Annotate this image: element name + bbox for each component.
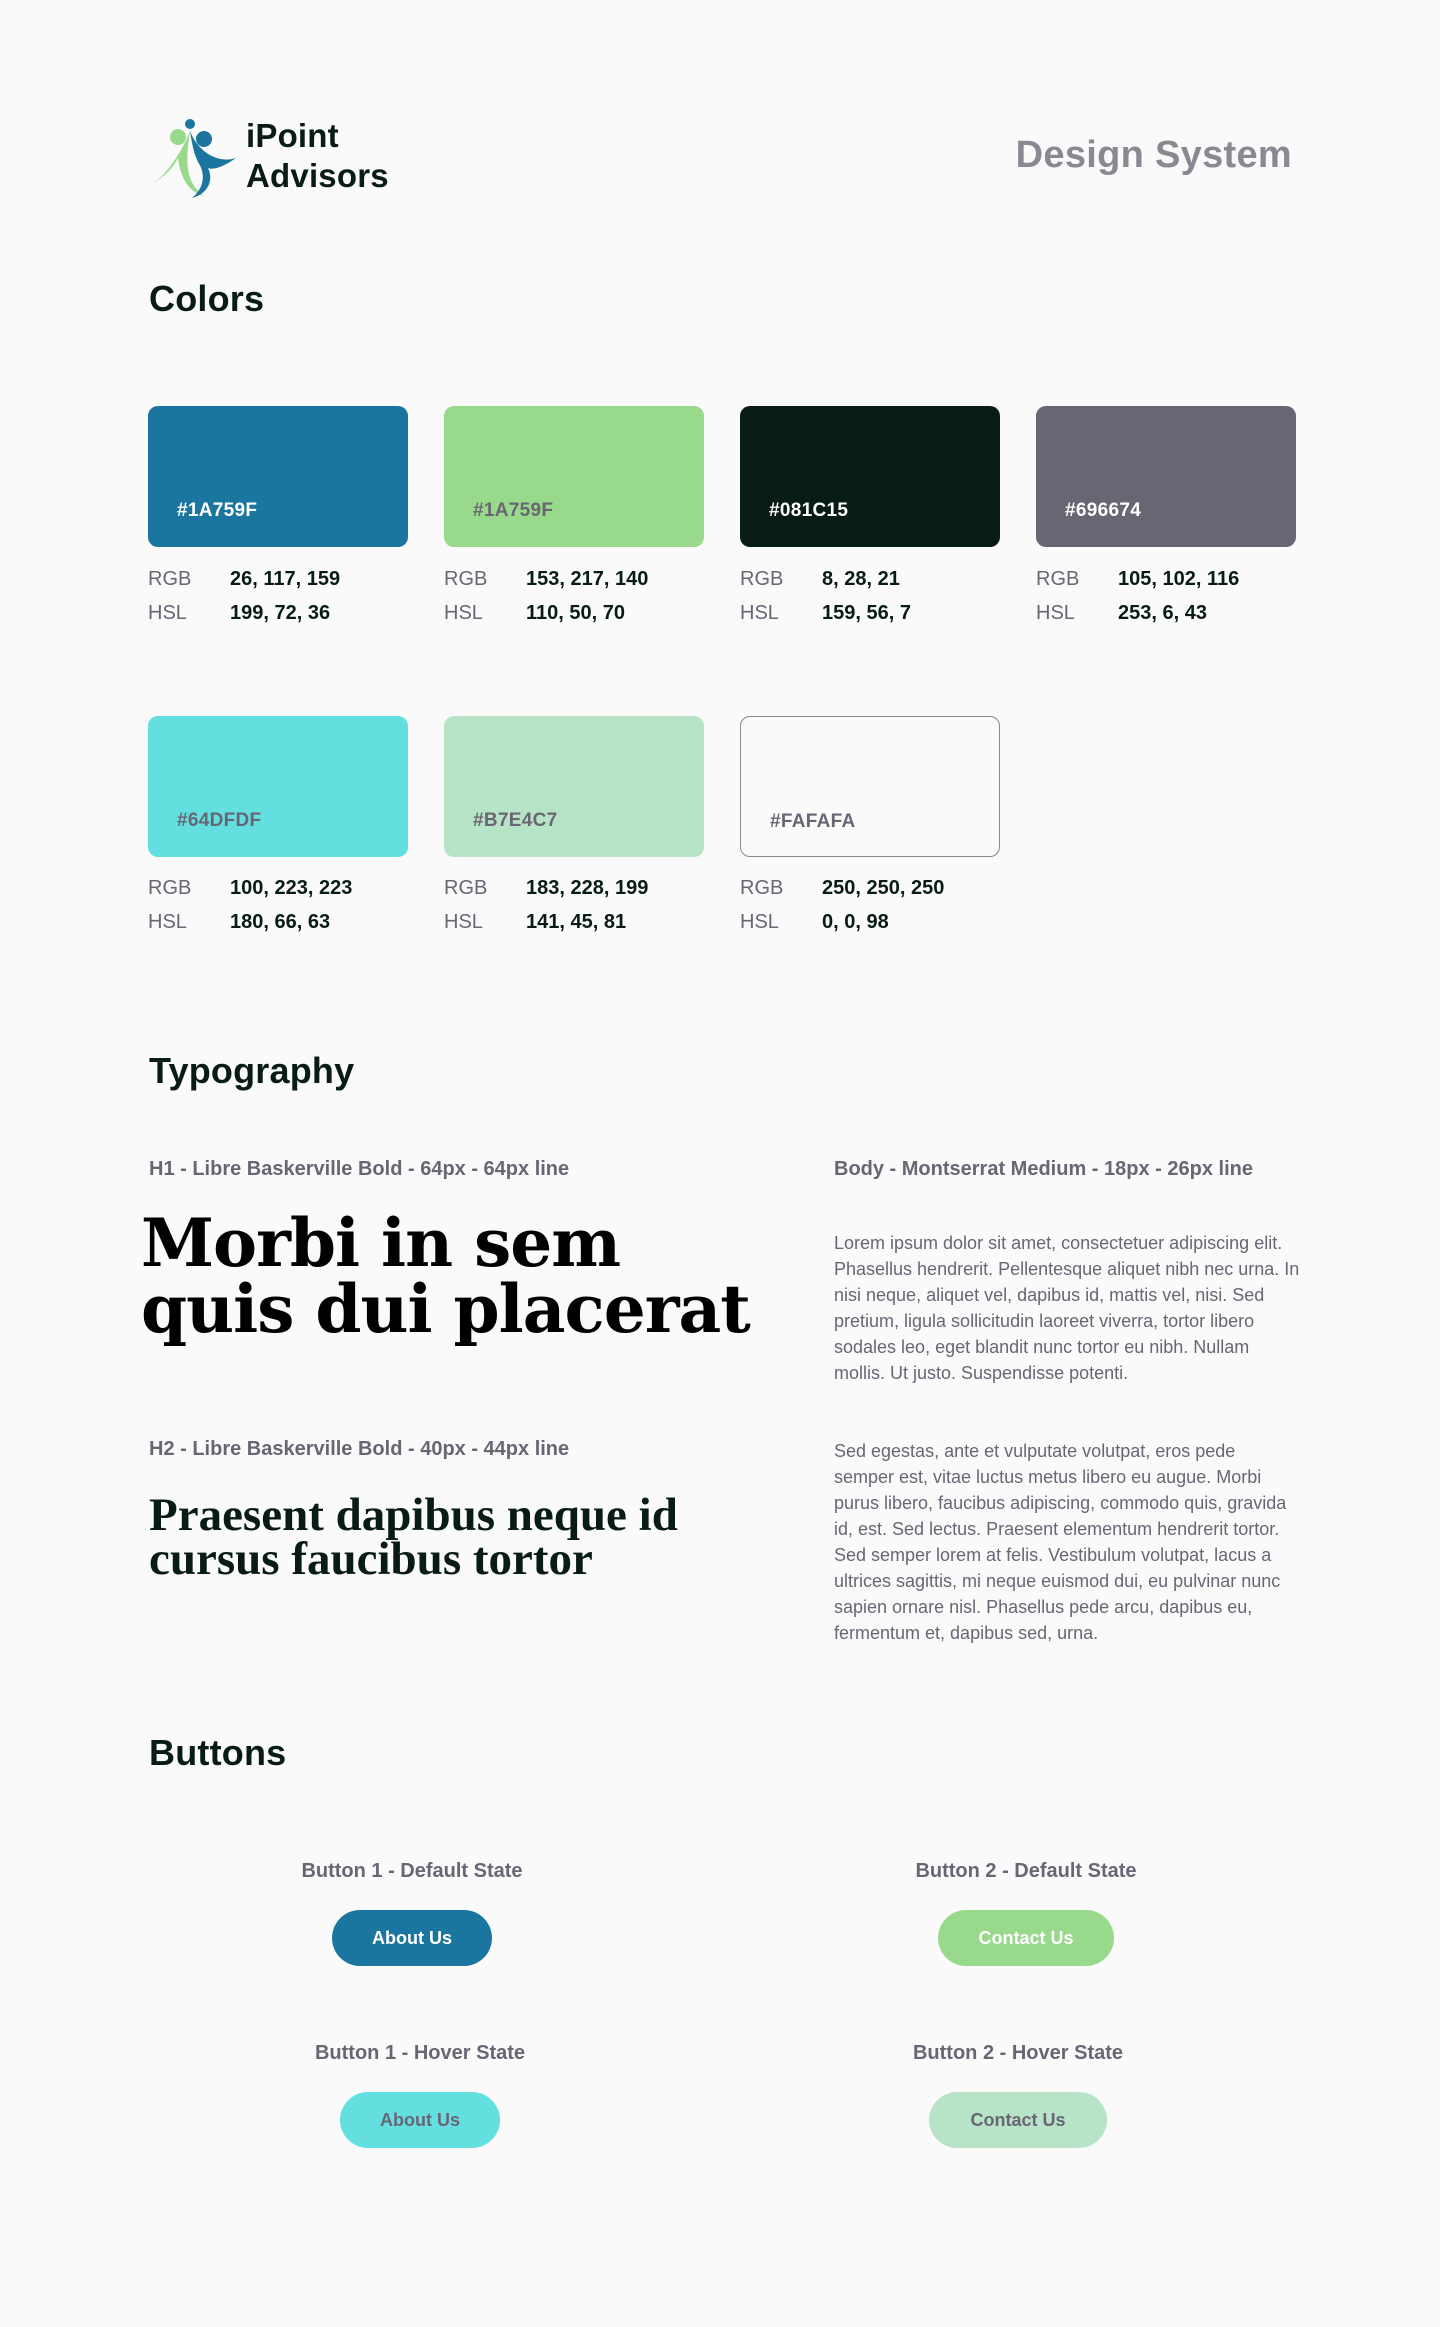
h1-sample-line-2: quis dui placerat (141, 1270, 750, 1348)
h1-sample (141, 1204, 750, 1348)
h2-sample (149, 1489, 678, 1585)
rgb-value: 100, 223, 223 (230, 877, 353, 899)
contact-us-button[interactable]: Contact Us (938, 1910, 1114, 1966)
swatch-hex: #64DFDF (177, 810, 262, 831)
swatch-hex: #FAFAFA (770, 811, 856, 832)
brand-name (246, 116, 389, 196)
hsl-label: HSL (444, 602, 483, 624)
button-2-default-label: Button 2 - Default State (915, 1860, 1137, 1882)
swatch-hex: #B7E4C7 (473, 810, 558, 831)
body-sample-paragraph-1: Lorem ipsum dolor sit amet, consectetuer adipiscing elit. Phasellus hendrerit. Pellentesque aliquet nibh nec urna. In nisi neque, aliquet vel, dapibus id, mattis vel, nisi. Sed pretium, ligula sollicitudin laoreet viverra, tortor libero sodales leo, eget blandit nunc tortor eu nibh. Nullam mollis. Ut justo. Suspendisse potenti. (834, 1233, 1300, 1383)
color-specs-5 (148, 871, 408, 939)
color-swatch-2 (444, 406, 704, 547)
rgb-label: RGB (444, 877, 488, 899)
hsl-label: HSL (148, 602, 187, 624)
rgb-value: 8, 28, 21 (822, 568, 900, 590)
rgb-label: RGB (148, 568, 192, 590)
contact-us-button-hover[interactable]: Contact Us (929, 2092, 1107, 2148)
button-1-hover-label: Button 1 - Hover State (314, 2042, 526, 2064)
body-sample-paragraph-2: Sed egestas, ante et vulputate volutpat, eros pede semper est, vitae luctus metus libero eu augue. Morbi purus libero, faucibus adipiscing, commodo quis, gravida id, est. Sed lectus. Praesent elementum hendrerit tortor. Sed semper lorem at felis. Vestibulum volutpat, lacus a ultrices sagittis, mi neque euismod dui, eu pulvinar nunc sapien ornare nisl. Phasellus pede arcu, dapibus eu, fermentum et, dapibus sed, urna. (834, 1441, 1287, 1643)
rgb-label: RGB (740, 568, 784, 590)
about-us-button-hover[interactable]: About Us (340, 2092, 500, 2148)
hsl-label: HSL (740, 602, 779, 624)
hsl-label: HSL (1036, 602, 1075, 624)
hsl-label: HSL (148, 911, 187, 933)
rgb-value: 105, 102, 116 (1118, 568, 1240, 590)
hsl-value: 0, 0, 98 (822, 911, 889, 933)
hsl-value: 199, 72, 36 (230, 602, 331, 624)
hsl-label: HSL (740, 911, 779, 933)
button-2-hover-label: Button 2 - Hover State (912, 2042, 1124, 2064)
brand-line-1: iPoint (246, 117, 339, 154)
typography-section-title: Typography (149, 1050, 355, 1091)
page-title: Design System (1015, 134, 1292, 176)
swatch-hex: #1A759F (177, 500, 258, 521)
h2-sample-line-2: cursus faucibus tortor (149, 1533, 593, 1585)
brand-line-2: Advisors (246, 157, 389, 194)
rgb-value: 153, 217, 140 (526, 568, 649, 590)
hsl-value: 180, 66, 63 (230, 911, 331, 933)
h2-sample-line-1: Praesent dapibus neque id (149, 1489, 678, 1541)
h1-spec-label: H1 - Libre Baskerville Bold - 64px - 64px line (149, 1158, 570, 1180)
color-specs-3 (740, 562, 1000, 630)
hsl-value: 141, 45, 81 (526, 911, 627, 933)
color-specs-2 (444, 562, 704, 630)
color-swatch-1 (148, 406, 408, 547)
rgb-label: RGB (148, 877, 192, 899)
rgb-label: RGB (444, 568, 488, 590)
color-swatch-3 (740, 406, 1000, 547)
swatch-hex: #1A759F (473, 500, 554, 521)
hsl-label: HSL (444, 911, 483, 933)
about-us-button[interactable]: About Us (332, 1910, 492, 1966)
color-swatch-7 (740, 716, 1000, 857)
rgb-label: RGB (740, 877, 784, 899)
color-swatch-5 (148, 716, 408, 857)
colors-section-title: Colors (149, 278, 265, 319)
h1-sample-line-1: Morbi in sem (141, 1204, 621, 1282)
hsl-value: 253, 6, 43 (1118, 602, 1207, 624)
hsl-value: 110, 50, 70 (526, 602, 625, 624)
color-specs-6 (444, 871, 704, 939)
color-specs-7 (740, 871, 1000, 939)
swatch-hex: #081C15 (769, 500, 849, 521)
hsl-value: 159, 56, 7 (822, 602, 911, 624)
ipoint-advisors-logo-icon (148, 118, 240, 200)
swatch-hex: #696674 (1065, 500, 1142, 521)
rgb-value: 183, 228, 199 (526, 877, 649, 899)
color-swatch-6 (444, 716, 704, 857)
color-specs-1 (148, 562, 408, 630)
body-spec-label: Body - Montserrat Medium - 18px - 26px line (834, 1158, 1253, 1180)
color-swatch-4 (1036, 406, 1296, 547)
button-1-default-label: Button 1 - Default State (301, 1860, 523, 1882)
rgb-label: RGB (1036, 568, 1080, 590)
h2-spec-label: H2 - Libre Baskerville Bold - 40px - 44px line (149, 1438, 570, 1460)
rgb-value: 250, 250, 250 (822, 877, 945, 899)
rgb-value: 26, 117, 159 (230, 568, 341, 590)
buttons-section-title: Buttons (149, 1732, 287, 1773)
color-specs-4 (1036, 562, 1296, 630)
